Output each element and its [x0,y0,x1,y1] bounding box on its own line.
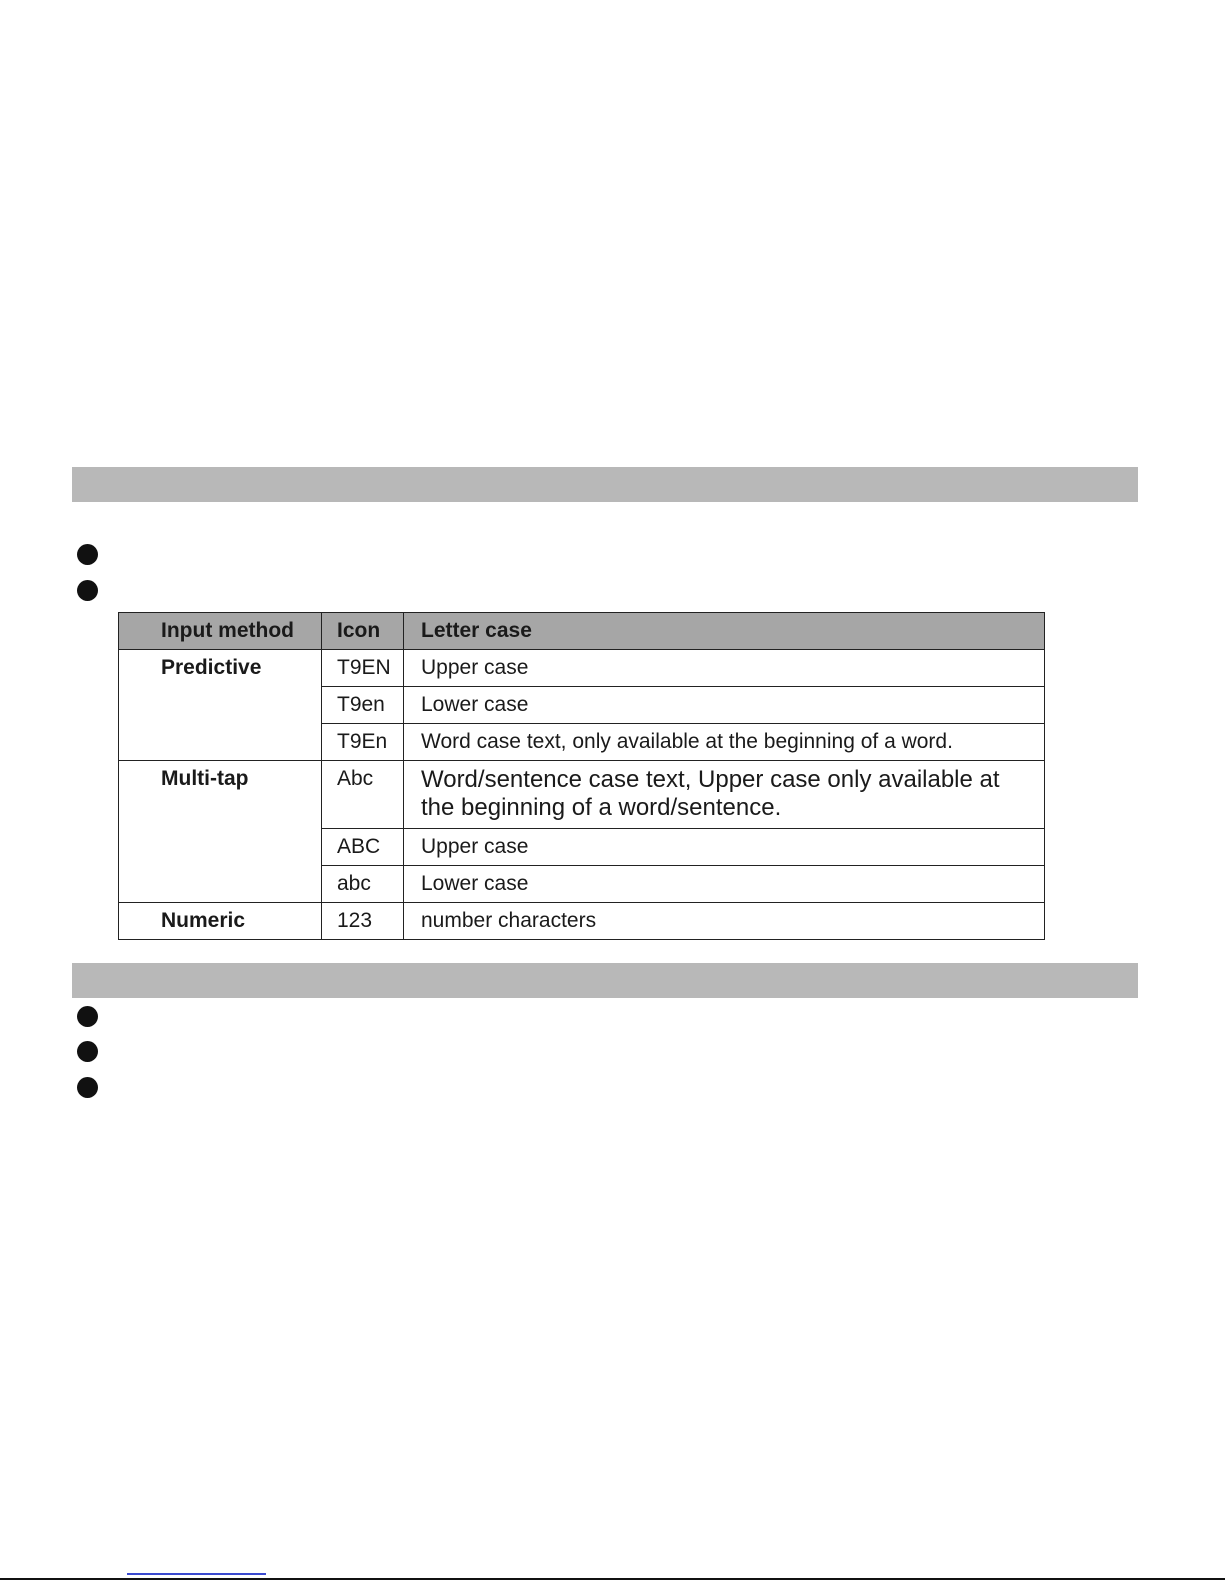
header-input-method: Input method [119,613,322,650]
icon-cell: abc [322,866,404,903]
bullet-icon [77,544,98,565]
icon-cell: T9en [322,687,404,724]
table-row [119,903,1045,940]
section-header-bar [72,963,1138,998]
icon-cell: T9EN [322,650,404,687]
desc-cell: Word/sentence case text, Upper case only available at the beginning of a word/sentence. [404,761,1045,829]
desc-cell: Upper case [404,650,1045,687]
table-row [119,761,1045,829]
input-method-table [118,612,1045,940]
table-row [119,650,1045,687]
table-header-row [119,613,1045,650]
method-cell: Multi-tap [119,761,322,903]
method-cell: Predictive [119,650,322,761]
section-header-bar [72,467,1138,502]
desc-cell: Upper case [404,829,1045,866]
footer-rule [0,1578,1225,1580]
footer-link-underline[interactable] [127,1573,266,1575]
desc-cell: Lower case [404,687,1045,724]
desc-cell: number characters [404,903,1045,940]
icon-cell: T9En [322,724,404,761]
icon-cell: Abc [322,761,404,829]
method-cell: Numeric [119,903,322,940]
bullet-icon [77,580,98,601]
header-icon: Icon [322,613,404,650]
desc-cell: Word case text, only available at the beginning of a word. [404,724,1045,761]
desc-cell: Lower case [404,866,1045,903]
icon-cell: 123 [322,903,404,940]
bullet-icon [77,1077,98,1098]
icon-cell: ABC [322,829,404,866]
bullet-icon [77,1006,98,1027]
header-letter-case: Letter case [404,613,1045,650]
bullet-icon [77,1041,98,1062]
